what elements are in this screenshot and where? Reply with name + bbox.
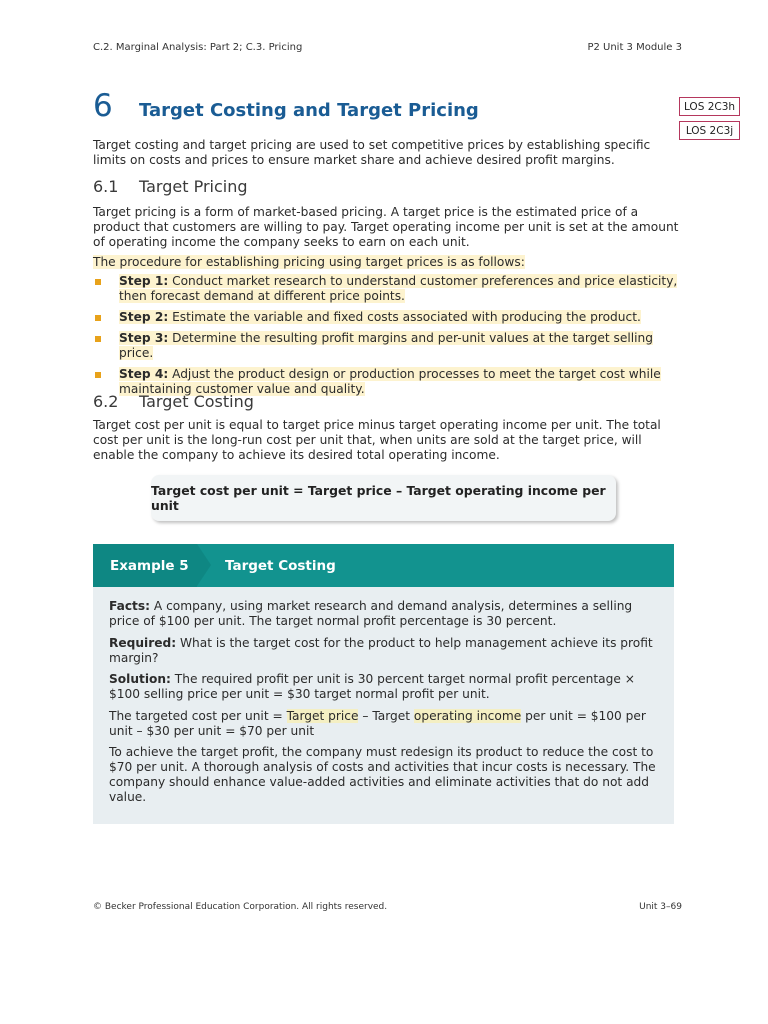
procedure-intro-text: The procedure for establishing pricing using target prices is as follows: xyxy=(93,255,525,269)
chevron-right-icon xyxy=(197,544,211,586)
chapter-heading xyxy=(93,88,479,124)
step-label: Step 1: xyxy=(119,274,169,288)
example-body xyxy=(93,587,674,824)
copyright-text: © Becker Professional Education Corporation. All rights reserved. xyxy=(93,902,388,912)
facts-label: Facts: xyxy=(109,599,151,613)
list-item xyxy=(93,331,681,361)
solution-label: Solution: xyxy=(109,672,171,686)
target-pricing-paragraph: Target pricing is a form of market-based pricing. A target price is the estimated price of a product that customers are willing to pay. Target operating income per unit is set at the amount of operating income the company seeks to earn on each unit. xyxy=(93,205,679,249)
example-label: Example 5 xyxy=(93,544,197,587)
list-item xyxy=(93,310,681,325)
section-heading-target-costing xyxy=(93,392,254,411)
bullet-square-icon xyxy=(95,336,101,342)
facts-text: A company, using market research and demand analysis, determines a selling price of $100 per unit. The target normal profit percentage is 30 percent. xyxy=(109,599,633,628)
step-text: Conduct market research to understand customer preferences and price elasticity, then forecast demand at different price points. xyxy=(119,274,678,303)
calc-text: The targeted cost per unit = xyxy=(109,709,287,723)
section-number: 6.1 xyxy=(93,177,119,196)
chapter-number: 6 xyxy=(93,88,113,124)
los-tag-2c3h[interactable]: LOS 2C3h xyxy=(679,97,740,116)
step-label: Step 4: xyxy=(119,367,169,381)
step-text: Determine the resulting profit margins and per-unit values at the target selling price. xyxy=(119,331,653,360)
example-title: Target Costing xyxy=(225,557,336,574)
section-title: Target Pricing xyxy=(139,177,248,196)
bullet-square-icon xyxy=(95,372,101,378)
los-tag-2c3j[interactable]: LOS 2C3j xyxy=(679,121,740,140)
page-footer xyxy=(93,902,682,912)
header-right: P2 Unit 3 Module 3 xyxy=(587,42,682,53)
intro-paragraph: Target costing and target pricing are used to set competitive prices by establishing specific limits on costs and prices to ensure market share and achieve desired profit margins. xyxy=(93,138,651,167)
procedure-steps-list xyxy=(93,274,681,403)
required-label: Required: xyxy=(109,636,177,650)
section-title: Target Costing xyxy=(139,392,254,411)
section-number: 6.2 xyxy=(93,392,119,411)
formula-box: Target cost per unit = Target price – Target operating income per unit xyxy=(151,475,616,521)
target-costing-paragraph: Target cost per unit is equal to target price minus target operating income per unit. The total cost per unit is the long-run cost per unit that, when units are sold at the target price, will enable the company to achieve its desired total operating income. xyxy=(93,418,661,462)
example-facts xyxy=(109,599,664,629)
list-item xyxy=(93,274,681,304)
highlight-target-price: Target price xyxy=(286,709,359,723)
step-text: Estimate the variable and fixed costs associated with producing the product. xyxy=(168,310,641,324)
header-left: C.2. Marginal Analysis: Part 2; C.3. Pricing xyxy=(93,42,303,53)
example-conclusion: To achieve the target profit, the company must redesign its product to reduce the cost to $70 per unit. A thorough analysis of costs and activities that incur costs is necessary. The company should enhance value-added activities and eliminate activities that do not add value. xyxy=(109,745,656,804)
calc-text: per unit = $100 per unit – $30 per unit = $70 per unit xyxy=(109,709,646,738)
bullet-square-icon xyxy=(95,315,101,321)
calc-text: – Target xyxy=(358,709,414,723)
example-banner xyxy=(93,544,674,587)
step-text: Adjust the product design or production processes to meet the target cost while maintaining customer value and quality. xyxy=(119,367,661,396)
bullet-square-icon xyxy=(95,279,101,285)
example-solution xyxy=(109,672,664,702)
procedure-intro xyxy=(93,255,681,270)
required-text: What is the target cost for the product to help management achieve its profit margin? xyxy=(109,636,653,665)
running-header xyxy=(93,42,682,53)
chapter-title: Target Costing and Target Pricing xyxy=(139,100,479,121)
solution-text: The required profit per unit is 30 percent target normal profit percentage × $100 selling price per unit = $30 target normal profit per unit. xyxy=(109,672,635,701)
step-label: Step 2: xyxy=(119,310,169,324)
highlight-operating-income: operating income xyxy=(413,709,522,723)
example-required xyxy=(109,636,664,666)
page-number: Unit 3–69 xyxy=(639,902,682,912)
section-heading-target-pricing xyxy=(93,177,248,196)
example-calculation xyxy=(109,709,664,739)
step-label: Step 3: xyxy=(119,331,169,345)
